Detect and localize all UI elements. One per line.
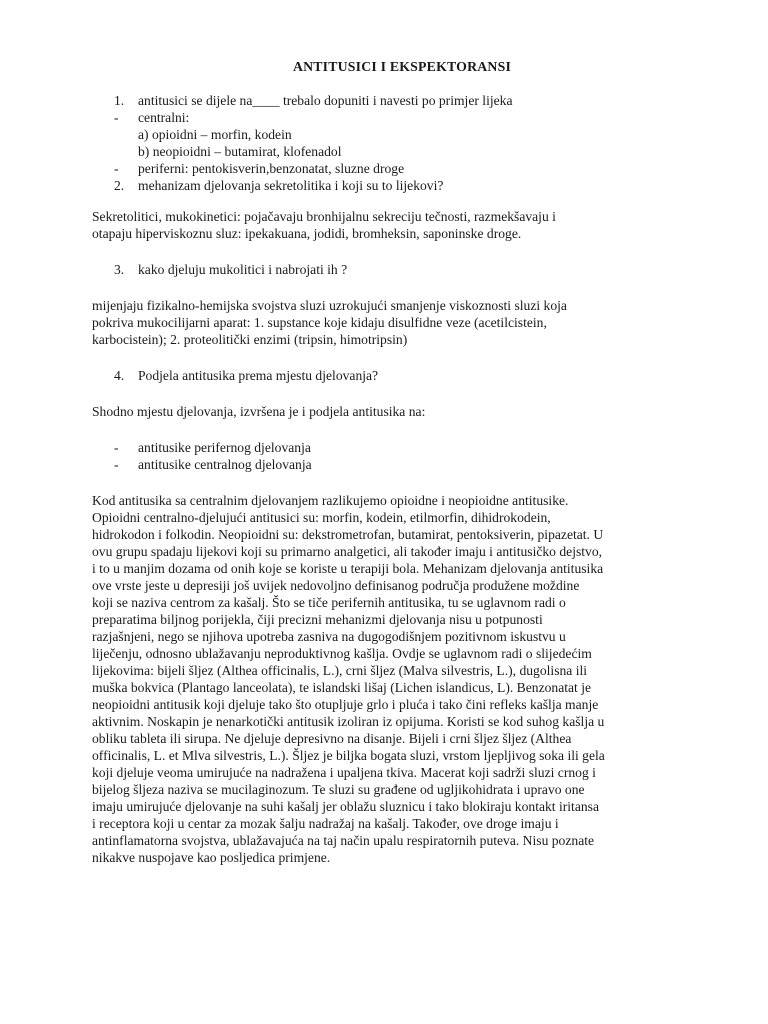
paragraph-line: officinalis, L. et Mlva silvestris, L.). Šljez je biljka bogata sluzi, vrstom ljepljivog soka ili gela — [92, 748, 605, 763]
list-item — [92, 92, 692, 109]
paragraph-line: antinflamatorna svojstva, ublažavajuća na taj način upalu respiratornih puteva. Nisu poznate — [92, 833, 595, 848]
paragraph-line: preparatima biljnog porijekla, čiji precizni mehanizmi djelovanja nisu u potpunosti — [92, 612, 543, 627]
paragraph-line: Opioidni centralno-djelujući antitusici su: morfin, kodein, etilmorfin, dihidrokodein, — [92, 510, 551, 525]
list-item — [92, 160, 692, 177]
list-item-text: centralni: — [138, 110, 190, 125]
paragraph-line: obliku tableta ili sirupa. Ne djeluje depresivno na disanje. Bijeli i crni šljez šljez (Althea — [92, 731, 572, 746]
paragraph-line: liječenju, odnosno ublažavanju neproduktivnog kašlja. Ovdje se uglavnom radi o slijedećim — [92, 646, 592, 661]
document-title: ANTITUSICI I EKSPEKTORANSI — [292, 59, 512, 74]
list-item-text: mehanizam djelovanja sekretolitika i koji su to lijekovi? — [138, 178, 444, 193]
paragraph-line: pokriva mukocilijarni aparat: 1. supstance koje kidaju disulfidne veze (acetilcistein, — [92, 315, 547, 330]
list-item-text: periferni: pentokisverin,benzonatat, sluzne droge — [138, 161, 405, 176]
paragraph-line: muška bokvica (Plantago lanceolata), te islandski lišaj (Lichen islandicus, L). Benzonatat je — [92, 680, 592, 695]
paragraph-line: nikakve nuspojave kao posljedica primjene. — [92, 850, 331, 865]
list-marker: - — [114, 161, 119, 176]
paragraph-main — [92, 492, 692, 866]
paragraph-line: aktivnim. Noskapin je nenarkotički antitusik izoliran iz opijuma. Koristi se kod suhog kašlja u — [92, 714, 605, 729]
paragraph-line: koji djeluje veoma umirujuće na nadražena i upaljena tkiva. Macerat koji sadrži sluzi crnog i — [92, 765, 596, 780]
question-4 — [92, 367, 692, 384]
list-marker: - — [114, 457, 119, 472]
paragraph-line: i receptora koji u centar za mozak šalju nadražaj na kašalj. Također, ove droge imaju i — [92, 816, 559, 831]
paragraph-line: ovu grupu spadaju lijekovi koji su primarno analgetici, ali također imaju i antitusičko dejstvo, — [92, 544, 603, 559]
list-item-text: kako djeluju mukolitici i nabrojati ih ? — [138, 262, 348, 277]
paragraph-line: bijelog šljeza naziva se mucilaginozum. Te sluzi su građene od ugljikohidrata i upravo one — [92, 782, 585, 797]
list-marker: 1. — [114, 93, 125, 108]
paragraph-line: ove vrste jeste u depresiji još uvijek nedovoljno definisanog područja produžene moždine — [92, 578, 580, 593]
paragraph-podjela: Shodno mjestu djelovanja, izvršena je i podjela antitusika na: — [92, 404, 426, 419]
paragraph-line: otapaju hiperviskoznu sluz: ipekakuana, jodidi, bromheksin, saponinske droge. — [92, 226, 522, 241]
paragraph-line: lijekovima: bijeli šljez (Althea officinalis, L.), crni šljez (Malva silvestris, L.), dugolisna ili — [92, 663, 588, 678]
paragraph-line: Kod antitusika sa centralnim djelovanjem razlikujemo opioidne i neopioidne antitusike. — [92, 493, 569, 508]
list-item — [92, 143, 692, 160]
list-item — [92, 109, 692, 126]
paragraph-line: hidrokodon i folkodin. Neopioidni su: dekstrometrofan, butamirat, pentoksiverin, pipazetat. U — [92, 527, 604, 542]
paragraph-line: mijenjaju fizikalno-hemijska svojstva sluzi uzrokujući smanjenje viskoznosti sluzi koja — [92, 298, 567, 313]
paragraph-sekretolitici — [92, 208, 692, 242]
list-marker: - — [114, 110, 119, 125]
list-marker: 3. — [114, 262, 125, 277]
list-item — [92, 367, 692, 384]
paragraph-line: koji se naziva centrom za kašalj. Što se tiče perifernih antitusika, tu se uglavnom radi o — [92, 595, 566, 610]
list-marker: 4. — [114, 368, 125, 383]
antitusik-types-list — [92, 439, 692, 473]
list-item — [92, 439, 692, 456]
question-list-1 — [92, 92, 692, 194]
paragraph-line: Sekretolitici, mukokinetici: pojačavaju bronhijalnu sekreciju tečnosti, razmekšavaju i — [92, 209, 556, 224]
paragraph-line: razjašnjeni, nego se njihova upotreba zasniva na dugogodišnjem pozitivnom iskustvu u — [92, 629, 566, 644]
list-item — [92, 177, 692, 194]
list-item-text: antitusici se dijele na____ trebalo dopuniti i navesti po primjer lijeka — [138, 93, 513, 108]
paragraph-mukolitici — [92, 297, 692, 348]
list-item-text: antitusike perifernog djelovanja — [138, 440, 311, 455]
list-item — [92, 261, 692, 278]
document-page — [92, 58, 692, 866]
list-item-text: Podjela antitusika prema mjestu djelovanja? — [138, 368, 379, 383]
list-marker: - — [114, 440, 119, 455]
paragraph-line: karbocistein); 2. proteolitički enzimi (tripsin, himotripsin) — [92, 332, 408, 347]
list-item — [92, 126, 692, 143]
list-item-text: antitusike centralnog djelovanja — [138, 457, 312, 472]
list-item-text: a) opioidni – morfin, kodein — [138, 127, 292, 142]
paragraph-line: imaju umirujuće djelovanje na suhi kašalj jer oblažu sluznicu i tako blokiraju kontakt iritansa — [92, 799, 599, 814]
list-item — [92, 456, 692, 473]
paragraph-line: i to u manjim dozama od onih koje se koriste u terapiji bola. Mehanizam djelovanja antitusika — [92, 561, 604, 576]
list-item-text: b) neopioidni – butamirat, klofenadol — [138, 144, 342, 159]
paragraph-line: neopioidni antitusik koji djeluje tako što otupljuje grlo i pluća i tako čini refleks kašlja manje — [92, 697, 599, 712]
question-3 — [92, 261, 692, 278]
list-marker: 2. — [114, 178, 125, 193]
